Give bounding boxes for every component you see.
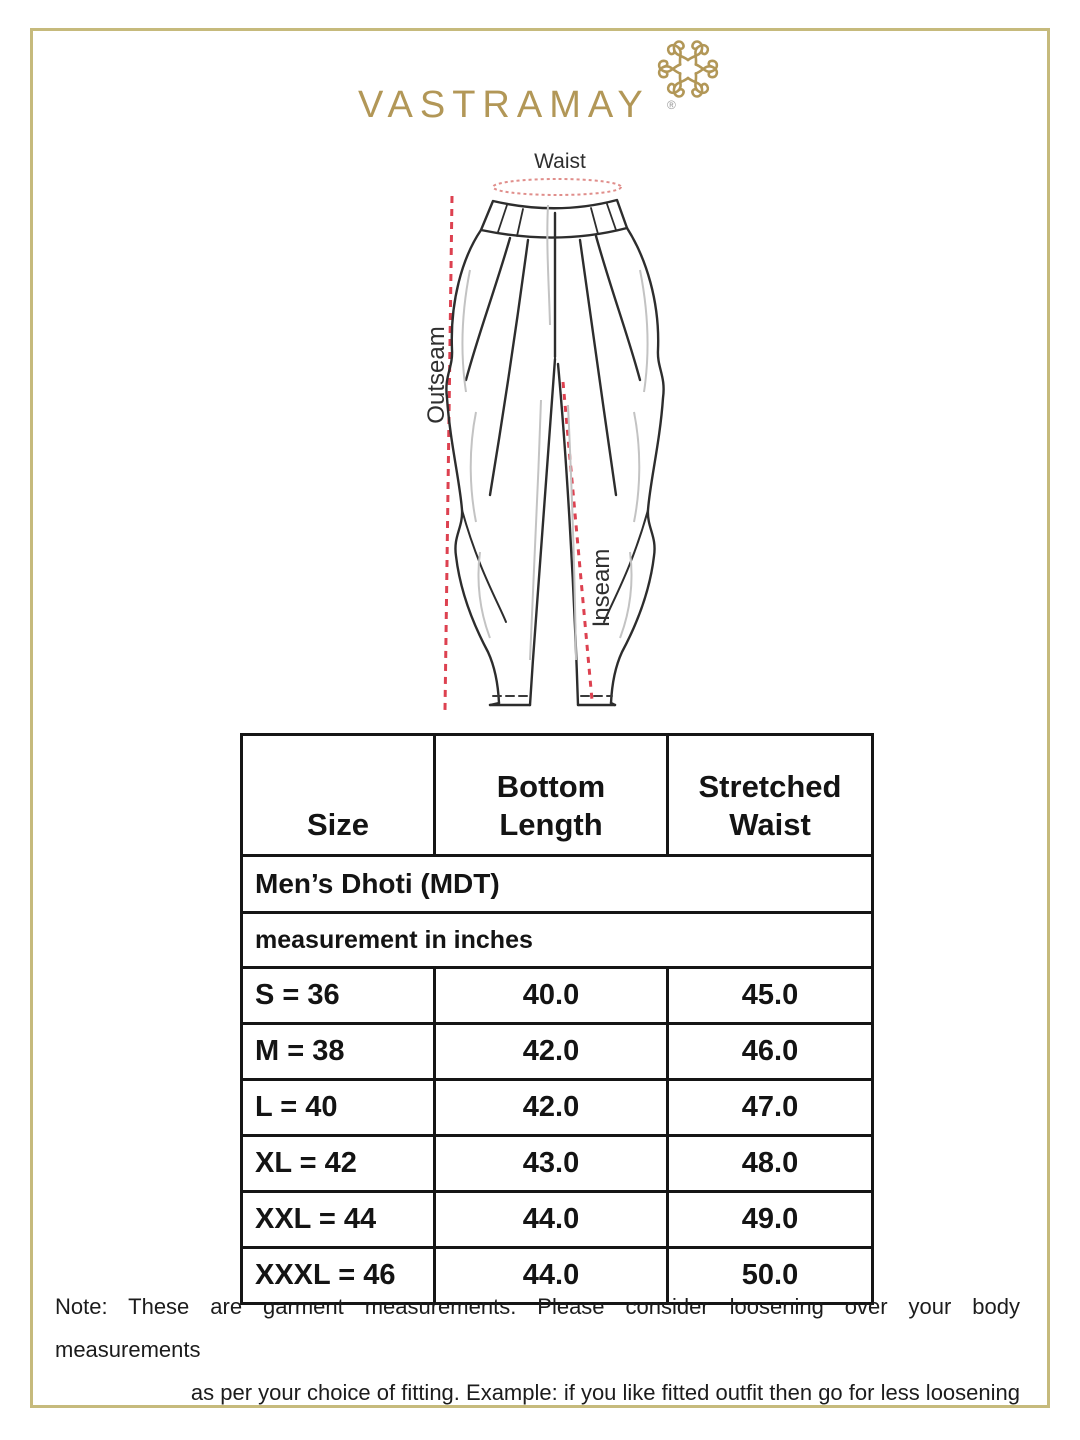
- table-row: [242, 968, 873, 1024]
- table-row: [242, 1192, 873, 1248]
- size-chart-table: [240, 733, 874, 1305]
- inseam-line-annotation: [563, 382, 592, 700]
- value-cell: 43.0: [435, 1136, 668, 1192]
- table-subtitle: measurement in inches: [242, 913, 873, 968]
- dhoti-measurement-diagram: [410, 150, 710, 735]
- outseam-line-annotation: [445, 196, 452, 710]
- table-row: [242, 1080, 873, 1136]
- table-title-row: [242, 856, 873, 913]
- column-header: Bottom Length: [435, 735, 668, 856]
- value-cell: 45.0: [668, 968, 873, 1024]
- value-cell: 50.0: [668, 1248, 873, 1304]
- size-table-body: [242, 968, 873, 1304]
- size-cell: XXXL = 46: [242, 1248, 435, 1304]
- value-cell: 48.0: [668, 1136, 873, 1192]
- value-cell: 42.0: [435, 1080, 668, 1136]
- note-text: [55, 1285, 1020, 1414]
- value-cell: 46.0: [668, 1024, 873, 1080]
- inseam-label: Inseam: [588, 548, 615, 628]
- table-subtitle-row: [242, 913, 873, 968]
- size-cell: S = 36: [242, 968, 435, 1024]
- table-row: [242, 1136, 873, 1192]
- waist-label: Waist: [534, 150, 586, 173]
- note-line-1: Note: These are garment measurements. Please consider loosening over your body measurements: [55, 1294, 1020, 1362]
- table-title: Men’s Dhoti (MDT): [242, 856, 873, 913]
- value-cell: 42.0: [435, 1024, 668, 1080]
- size-table-header-row: [242, 735, 873, 856]
- floral-ornament-icon: [652, 33, 724, 105]
- table-row: [242, 1024, 873, 1080]
- size-cell: XXL = 44: [242, 1192, 435, 1248]
- value-cell: 44.0: [435, 1192, 668, 1248]
- dhoti-line-art: [410, 150, 710, 735]
- brand-logo-text: VASTRAMAY: [358, 84, 650, 126]
- note-line-2: as per your choice of fitting. Example: if you like fitted outfit then go for less loosening: [190, 1380, 1020, 1405]
- outseam-label: Outseam: [423, 326, 450, 424]
- column-header: Size: [242, 735, 435, 856]
- value-cell: 47.0: [668, 1080, 873, 1136]
- value-cell: 40.0: [435, 968, 668, 1024]
- size-cell: L = 40: [242, 1080, 435, 1136]
- column-header: Stretched Waist: [668, 735, 873, 856]
- value-cell: 49.0: [668, 1192, 873, 1248]
- registered-trademark: ®: [667, 98, 676, 112]
- size-cell: M = 38: [242, 1024, 435, 1080]
- value-cell: 44.0: [435, 1248, 668, 1304]
- waist-ellipse-annotation: [493, 179, 621, 195]
- size-cell: XL = 42: [242, 1136, 435, 1192]
